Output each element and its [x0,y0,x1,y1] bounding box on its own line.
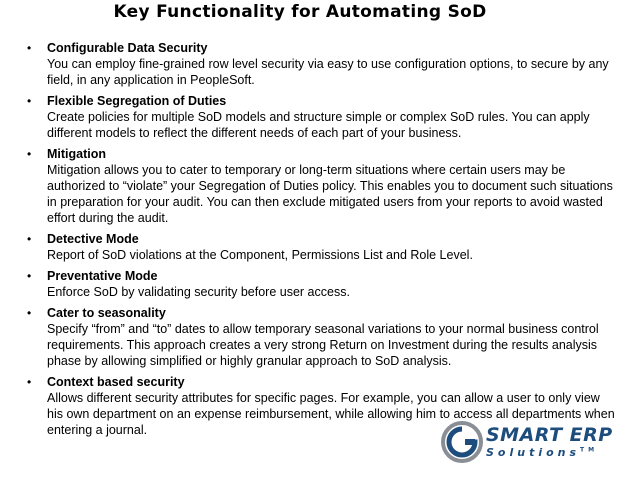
item-heading: Configurable Data Security [47,41,208,55]
list-item [25,93,615,141]
item-text: Create policies for multiple SoD models and structure simple or complex SoD rules. You can apply different models to reflect the different needs of each part of your business. [47,110,590,140]
item-text: Allows different security attributes for specific pages. For example, you can allow a user to only view his own department on an expense reimbursement, while allowing him to access all departments when entering a journal. [47,391,615,437]
item-heading: Mitigation [47,147,107,161]
item-text: Enforce SoD by validating security before user access. [47,285,350,299]
item-heading: Cater to seasonality [47,306,166,320]
slide-title: Key Functionality for Automating SoD [113,2,487,22]
list-item [25,231,615,263]
bullet: • [27,94,32,108]
smart-erp-logo-mark-icon [440,420,484,464]
item-text: Report of SoD violations at the Component, Permissions List and Role Level. [47,248,473,262]
item-text: Mitigation allows you to cater to temporary or long-term situations where certain users may be authorized to “violate” your Segregation of Duties policy. This enables you to document such situations in preparation for your audit. You can then exclude mitigated users from your reports to avoid wasted effort during the audit. [47,163,613,225]
item-text: You can employ fine-grained row level security via easy to use configuration options, to secure by any field, in any application in PeopleSoft. [47,57,609,87]
logo-subtitle-text: Solutions [486,446,581,459]
logo-name-text: SMART ERP [486,424,613,446]
bullet: • [27,232,32,246]
bullet: • [27,306,32,320]
logo-name [486,424,613,446]
logo-subtitle [486,446,598,459]
company-logo [440,420,620,464]
list-item [25,146,615,226]
bullet: • [27,269,32,283]
bullet: • [27,41,32,55]
list-item [25,305,615,369]
item-heading: Detective Mode [47,232,139,246]
item-text: Specify “from” and “to” dates to allow temporary seasonal variations to your normal business control requirements. This approach creates a very strong Return on Investment during the results analysis phase by allowing simplified or highly granular approach to SoD analysis. [47,322,599,368]
list-item [25,40,615,88]
item-heading: Context based security [47,375,185,389]
item-heading: Flexible Segregation of Duties [47,94,227,108]
feature-list [25,40,615,443]
list-item [25,268,615,300]
item-heading: Preventative Mode [47,269,158,283]
bullet: • [27,375,32,389]
trademark: TM [580,446,599,454]
bullet: • [27,147,32,161]
